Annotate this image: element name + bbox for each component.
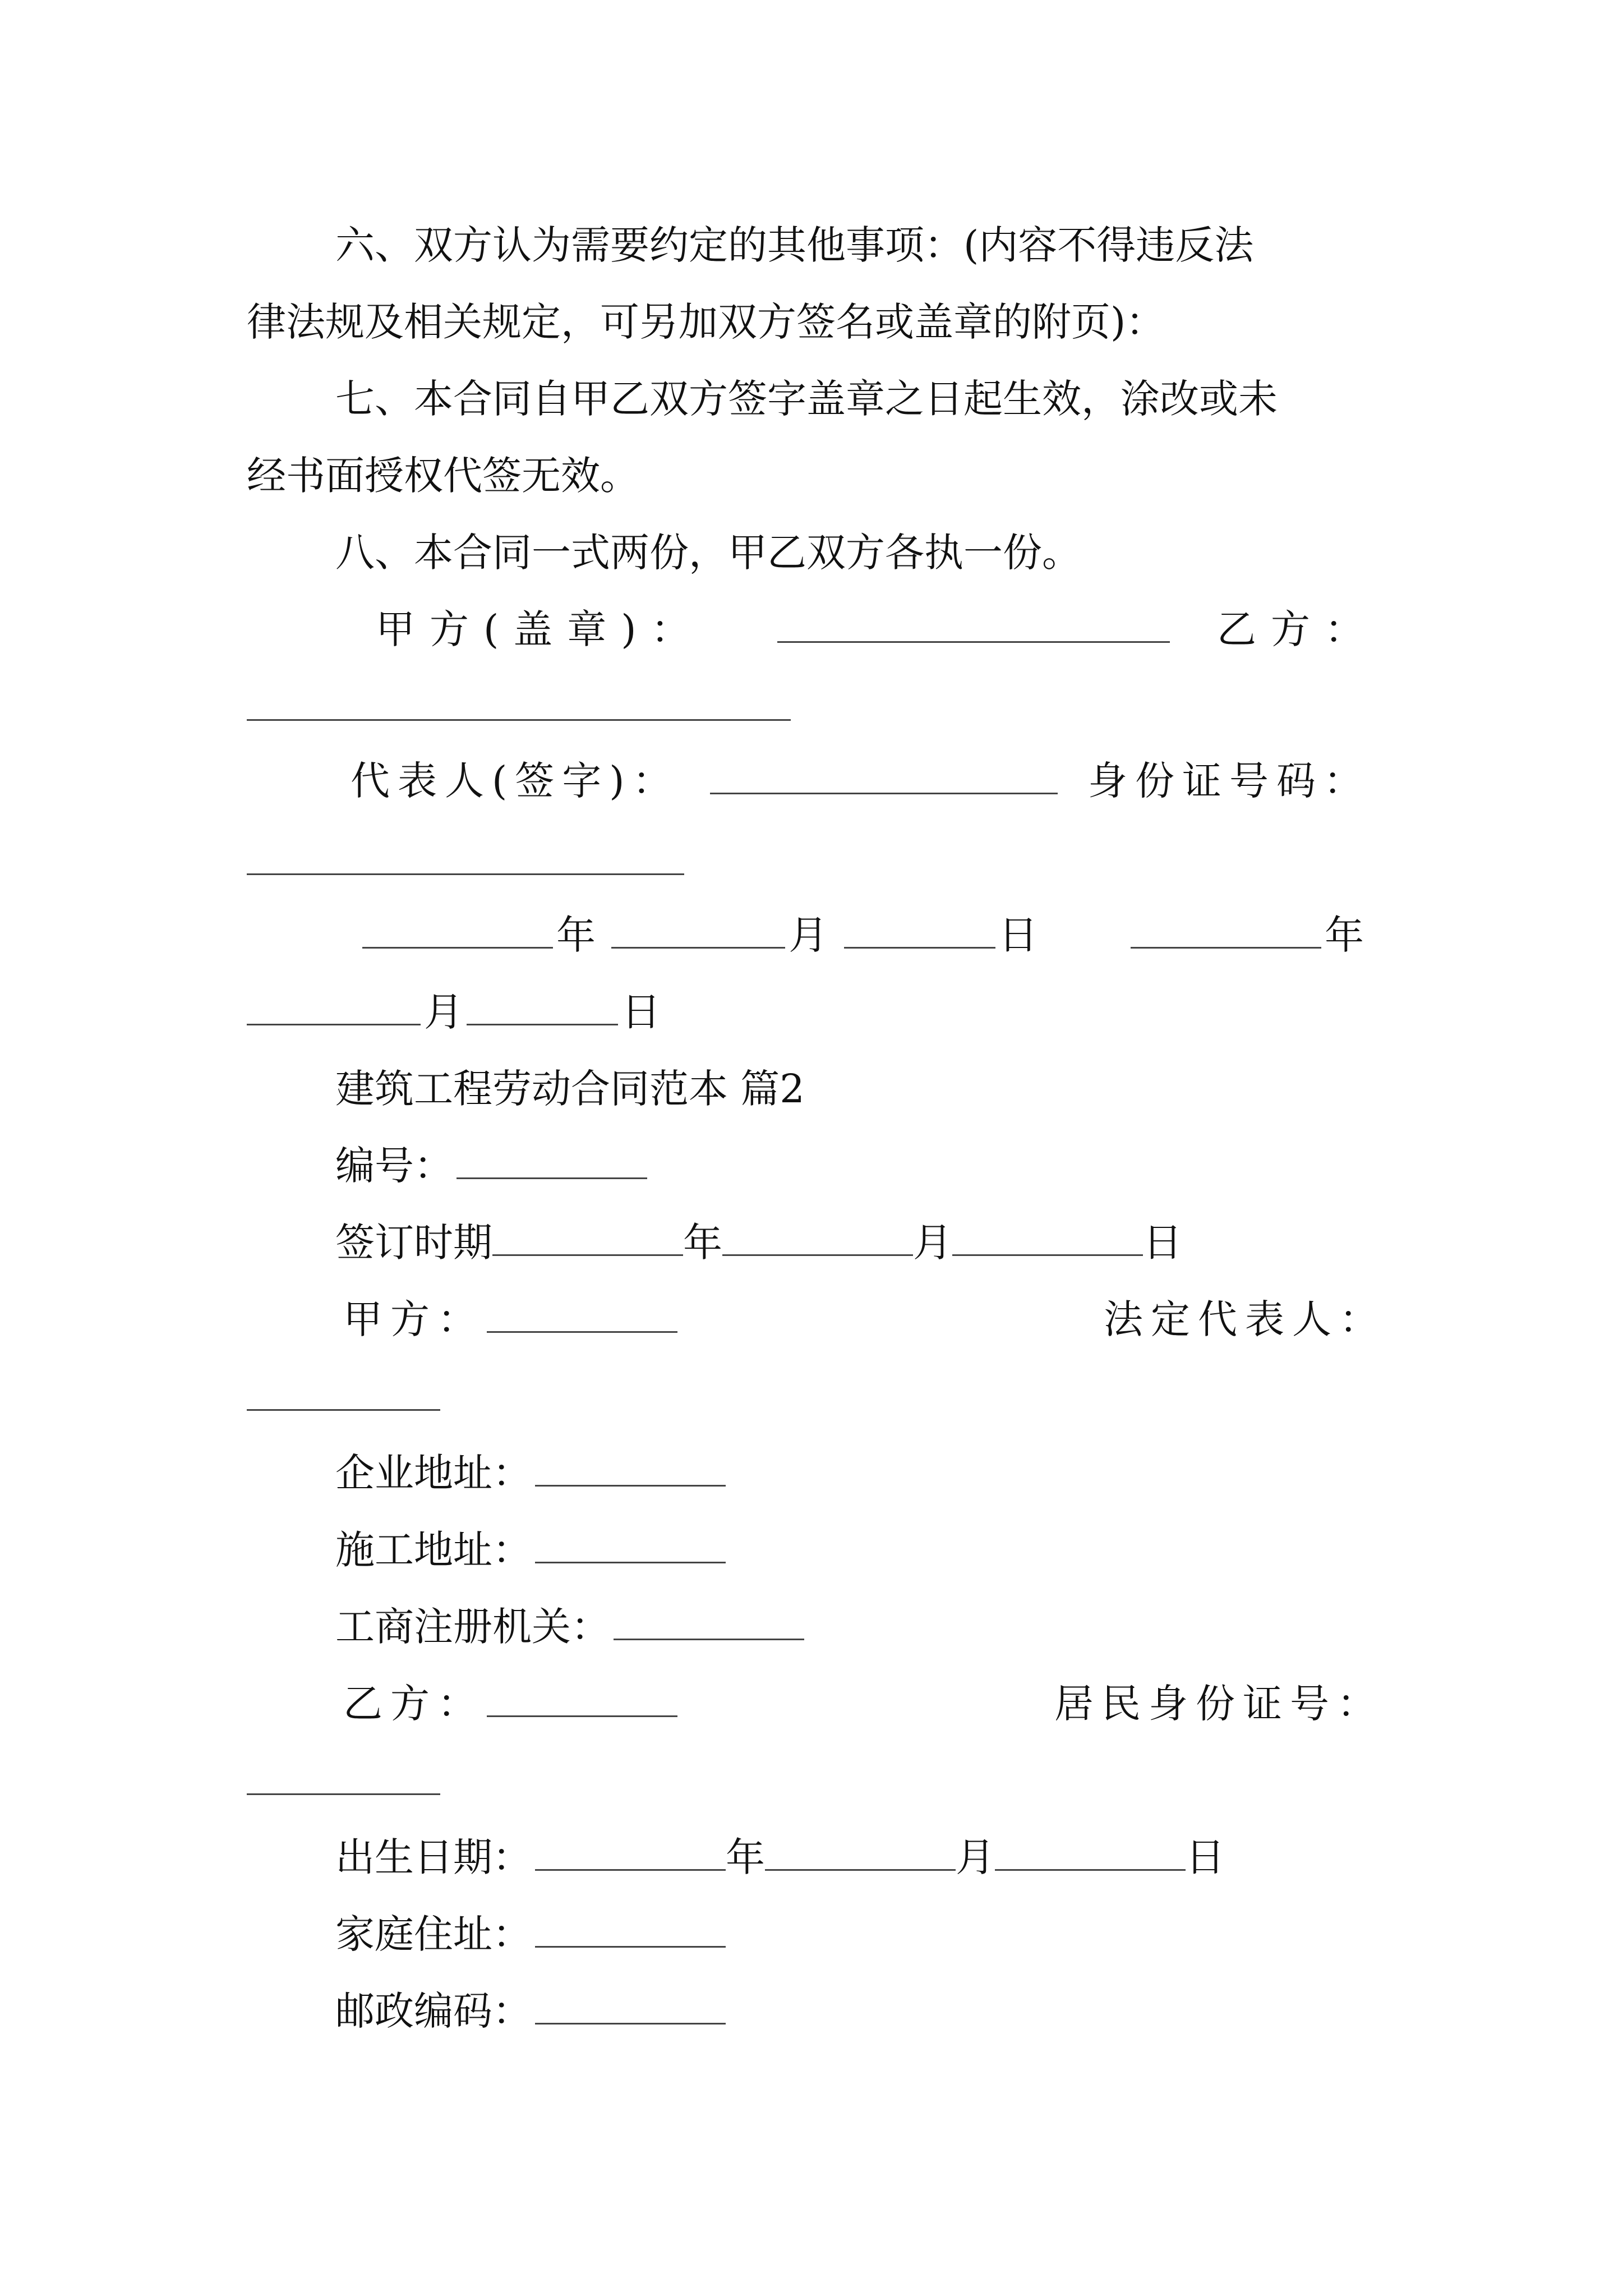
- postal-code-row: [335, 1983, 729, 2039]
- birth-date-row: [335, 1829, 1225, 1885]
- party-a-seal-blank[interactable]: [774, 601, 1173, 657]
- day-label-a: 日: [998, 912, 1038, 958]
- clause-eight: 八、本合同一式两份，甲乙双方各执一份。: [335, 530, 1081, 576]
- home-address-blank[interactable]: [535, 1909, 726, 1948]
- party-b-label: 乙方：: [1217, 606, 1378, 652]
- year-label-a: 年: [556, 912, 596, 958]
- sign-year-label: 年: [683, 1220, 722, 1266]
- birth-year-label: 年: [726, 1834, 765, 1880]
- site-address-blank[interactable]: [535, 1525, 726, 1563]
- date-line-b-month-day: [247, 984, 661, 1040]
- resident-id-blank[interactable]: [247, 1793, 440, 1795]
- serial-row: [335, 1138, 651, 1194]
- serial-label: 编号：: [335, 1143, 453, 1189]
- clause-six-line2: 律法规及相关规定，可另加双方签名或盖章的附页)：: [247, 299, 1165, 345]
- party-a-blank[interactable]: [483, 1291, 681, 1347]
- company-address-blank[interactable]: [535, 1448, 726, 1487]
- sign-month-blank[interactable]: [722, 1217, 913, 1256]
- site-address-label: 施工地址：: [335, 1527, 532, 1573]
- clause-six-line1: 六、双方认为需要约定的其他事项：(内容不得违反法: [335, 222, 1254, 268]
- date-line-a: [359, 907, 1038, 963]
- legal-rep-blank[interactable]: [247, 1409, 440, 1411]
- birth-month-blank[interactable]: [765, 1832, 956, 1871]
- sign-day-label: 日: [1143, 1220, 1182, 1266]
- postal-code-blank[interactable]: [535, 1986, 726, 2024]
- year-blank-b[interactable]: [1131, 910, 1321, 949]
- sign-month-label: 月: [913, 1220, 952, 1266]
- birth-month-label: 月: [956, 1834, 995, 1880]
- birth-day-blank[interactable]: [995, 1832, 1186, 1871]
- legal-rep-label: 法定代表人：: [1104, 1296, 1386, 1342]
- registration-authority-blank[interactable]: [614, 1602, 804, 1640]
- party-a-label: 甲方：: [343, 1296, 485, 1342]
- company-address-label: 企业地址：: [335, 1450, 532, 1496]
- day-label-b: 日: [621, 989, 661, 1035]
- home-address-row: [335, 1906, 729, 1962]
- birth-day-label: 日: [1186, 1834, 1225, 1880]
- month-blank-b[interactable]: [247, 987, 421, 1025]
- sign-date-label: 签订时期: [335, 1220, 492, 1266]
- sign-day-blank[interactable]: [952, 1217, 1143, 1256]
- birth-year-blank[interactable]: [535, 1832, 726, 1871]
- month-label-b: 月: [424, 989, 463, 1035]
- party-b-section-blank[interactable]: [483, 1676, 681, 1732]
- representative-sign-label: 代表人(签字)：: [351, 758, 680, 804]
- clause-seven-line2: 经书面授权代签无效。: [247, 453, 639, 499]
- party-a-seal-label: 甲方(盖章)：: [376, 606, 705, 652]
- postal-code-label: 邮政编码：: [335, 1988, 532, 2034]
- month-blank-a[interactable]: [611, 910, 785, 949]
- registration-authority-row: [335, 1599, 808, 1655]
- clause-seven-line1: 七、本合同自甲乙双方签字盖章之日起生效，涂改或未: [335, 376, 1278, 422]
- sign-date-row: [335, 1214, 1182, 1271]
- month-label-a: 月: [789, 912, 828, 958]
- year-label-b: 年: [1325, 912, 1364, 958]
- year-blank-a[interactable]: [362, 910, 553, 949]
- site-address-row: [335, 1522, 729, 1578]
- id-number-blank[interactable]: [247, 873, 684, 875]
- id-number-label: 身份证号码：: [1088, 758, 1371, 804]
- party-b-section-label: 乙方：: [343, 1681, 485, 1727]
- section-heading: 建筑工程劳动合同范本 篇2: [335, 1066, 805, 1112]
- company-address-row: [335, 1445, 729, 1501]
- day-blank-b[interactable]: [467, 987, 618, 1025]
- party-b-blank[interactable]: [247, 719, 791, 721]
- sign-year-blank[interactable]: [492, 1217, 683, 1256]
- day-blank-a[interactable]: [844, 910, 995, 949]
- home-address-label: 家庭住址：: [335, 1911, 532, 1957]
- registration-authority-label: 工商注册机关：: [335, 1604, 610, 1650]
- representative-sign-blank[interactable]: [707, 753, 1061, 809]
- serial-blank[interactable]: [457, 1140, 647, 1179]
- resident-id-label: 居民身份证号：: [1054, 1681, 1384, 1727]
- birth-date-label: 出生日期：: [335, 1834, 532, 1880]
- date-line-b-year: [1127, 907, 1364, 963]
